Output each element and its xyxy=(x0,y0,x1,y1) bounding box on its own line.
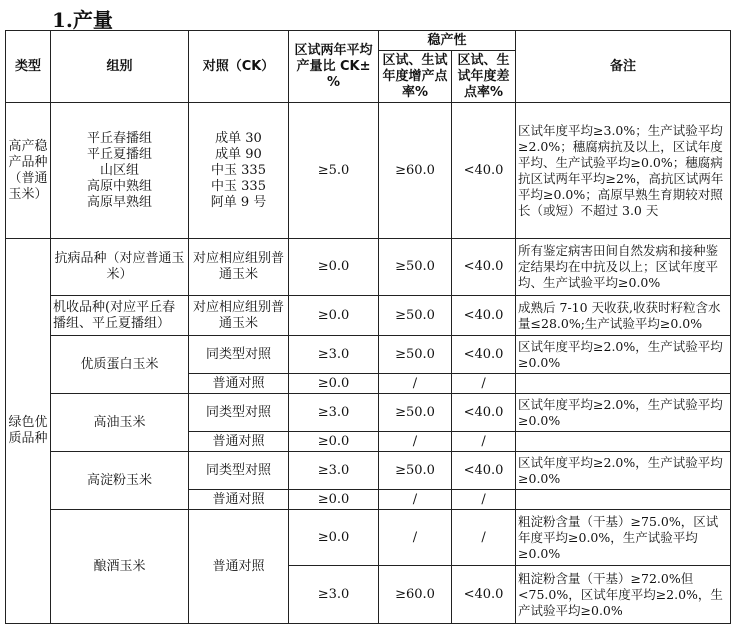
note-cell: 区试年度平均≥2.0%，生产试验平均≥0.0% xyxy=(516,452,731,490)
note-cell: 区试年度平均≥2.0%，生产试验平均≥0.0% xyxy=(516,394,731,432)
group-quality-protein: 优质蛋白玉米 xyxy=(51,336,189,394)
decrease-value: <40.0 xyxy=(452,296,516,336)
group-machine-harvest: 机收品种(对应平丘春播组、平丘夏播组） xyxy=(51,296,189,336)
increase-value: / xyxy=(379,490,452,510)
yield-value: ≥3.0 xyxy=(289,336,379,374)
increase-value: ≥60.0 xyxy=(379,103,452,239)
note-cell: 粗淀粉含量（干基）≥72.0%但<75.0%，区试年度平均≥2.0%，生产试验平均≥0.0% xyxy=(516,566,731,624)
section-heading: 1.产量 xyxy=(52,8,113,32)
decrease-value: / xyxy=(452,432,516,452)
note-cell: 所有鉴定病害田间自然发病和接种鉴定结果均在中抗及以上；区试年度平均、生产试验平均≥0.0% xyxy=(516,239,731,296)
yield-value: ≥3.0 xyxy=(289,394,379,432)
ck-cell: 普通对照 xyxy=(189,490,289,510)
type-high-yield: 高产稳产品种（普通玉米） xyxy=(6,103,51,239)
yield-value: ≥0.0 xyxy=(289,374,379,394)
ck-cell: 同类型对照 xyxy=(189,394,289,432)
note-cell: 粗淀粉含量（干基）≥75.0%，区试年度平均≥0.0%，生产试验平均≥0.0% xyxy=(516,510,731,566)
ck-cell: 普通对照 xyxy=(189,374,289,394)
yield-value: ≥3.0 xyxy=(289,566,379,624)
increase-value: ≥50.0 xyxy=(379,336,452,374)
ck-cell: 同类型对照 xyxy=(189,336,289,374)
header-type: 类型 xyxy=(6,31,51,103)
group-high-oil: 高油玉米 xyxy=(51,394,189,452)
decrease-value: / xyxy=(452,490,516,510)
decrease-value: / xyxy=(452,374,516,394)
note-cell: 区试年度平均≥3.0%；生产试验平均≥2.0%；穗腐病抗及以上，区试年度平均、生产试验平均≥0.0%；穗腐病抗区试两年平均≥2%，高抗区试两年平均≥0.0%；高原早熟生育期较对照长（或短）不超过 3.0 天 xyxy=(516,103,731,239)
decrease-value: <40.0 xyxy=(452,336,516,374)
ck-cell: 普通对照 xyxy=(189,432,289,452)
type-green-quality: 绿色优质品种 xyxy=(6,239,51,624)
increase-value: ≥50.0 xyxy=(379,239,452,296)
header-group: 组别 xyxy=(51,31,189,103)
group-brewing: 酿酒玉米 xyxy=(51,510,189,624)
header-notes: 备注 xyxy=(516,31,731,103)
yield-value: ≥0.0 xyxy=(289,432,379,452)
decrease-value: <40.0 xyxy=(452,239,516,296)
decrease-value: <40.0 xyxy=(452,394,516,432)
ck-cell: 普通对照 xyxy=(189,510,289,624)
header-ck: 对照（CK） xyxy=(189,31,289,103)
yield-value: ≥0.0 xyxy=(289,239,379,296)
increase-value: ≥50.0 xyxy=(379,296,452,336)
decrease-value: <40.0 xyxy=(452,452,516,490)
increase-value: / xyxy=(379,510,452,566)
increase-value: ≥50.0 xyxy=(379,394,452,432)
note-cell: 成熟后 7-10 天收获,收获时籽粒含水量≤28.0%;生产试验平均≥0.0% xyxy=(516,296,731,336)
decrease-value: <40.0 xyxy=(452,103,516,239)
header-increase-rate: 区试、生试年度增产点率% xyxy=(379,51,452,103)
increase-value: / xyxy=(379,432,452,452)
yield-requirements-table xyxy=(5,30,731,624)
note-cell-empty xyxy=(516,490,731,510)
yield-value: ≥0.0 xyxy=(289,296,379,336)
ck-list: 成单 30 成单 90 中玉 335 中玉 335 阿单 9 号 xyxy=(189,103,289,239)
header-yield: 区试两年平均产量比 CK±% xyxy=(289,31,379,103)
group-high-starch: 高淀粉玉米 xyxy=(51,452,189,510)
note-cell-empty xyxy=(516,432,731,452)
yield-value: ≥0.0 xyxy=(289,510,379,566)
yield-value: ≥3.0 xyxy=(289,452,379,490)
yield-value: ≥0.0 xyxy=(289,490,379,510)
group-disease-resistant: 抗病品种（对应普通玉米） xyxy=(51,239,189,296)
increase-value: / xyxy=(379,374,452,394)
yield-value: ≥5.0 xyxy=(289,103,379,239)
header-stability: 稳产性 xyxy=(379,31,516,51)
note-cell: 区试年度平均≥2.0%，生产试验平均≥0.0% xyxy=(516,336,731,374)
decrease-value: / xyxy=(452,510,516,566)
group-list: 平丘春播组 平丘夏播组 山区组 高原中熟组 高原早熟组 xyxy=(51,103,189,239)
ck-cell: 对应相应组别普通玉米 xyxy=(189,296,289,336)
ck-cell: 对应相应组别普通玉米 xyxy=(189,239,289,296)
increase-value: ≥60.0 xyxy=(379,566,452,624)
header-decrease-rate: 区试、生试年度差点率% xyxy=(452,51,516,103)
decrease-value: <40.0 xyxy=(452,566,516,624)
ck-cell: 同类型对照 xyxy=(189,452,289,490)
note-cell-empty xyxy=(516,374,731,394)
increase-value: ≥50.0 xyxy=(379,452,452,490)
